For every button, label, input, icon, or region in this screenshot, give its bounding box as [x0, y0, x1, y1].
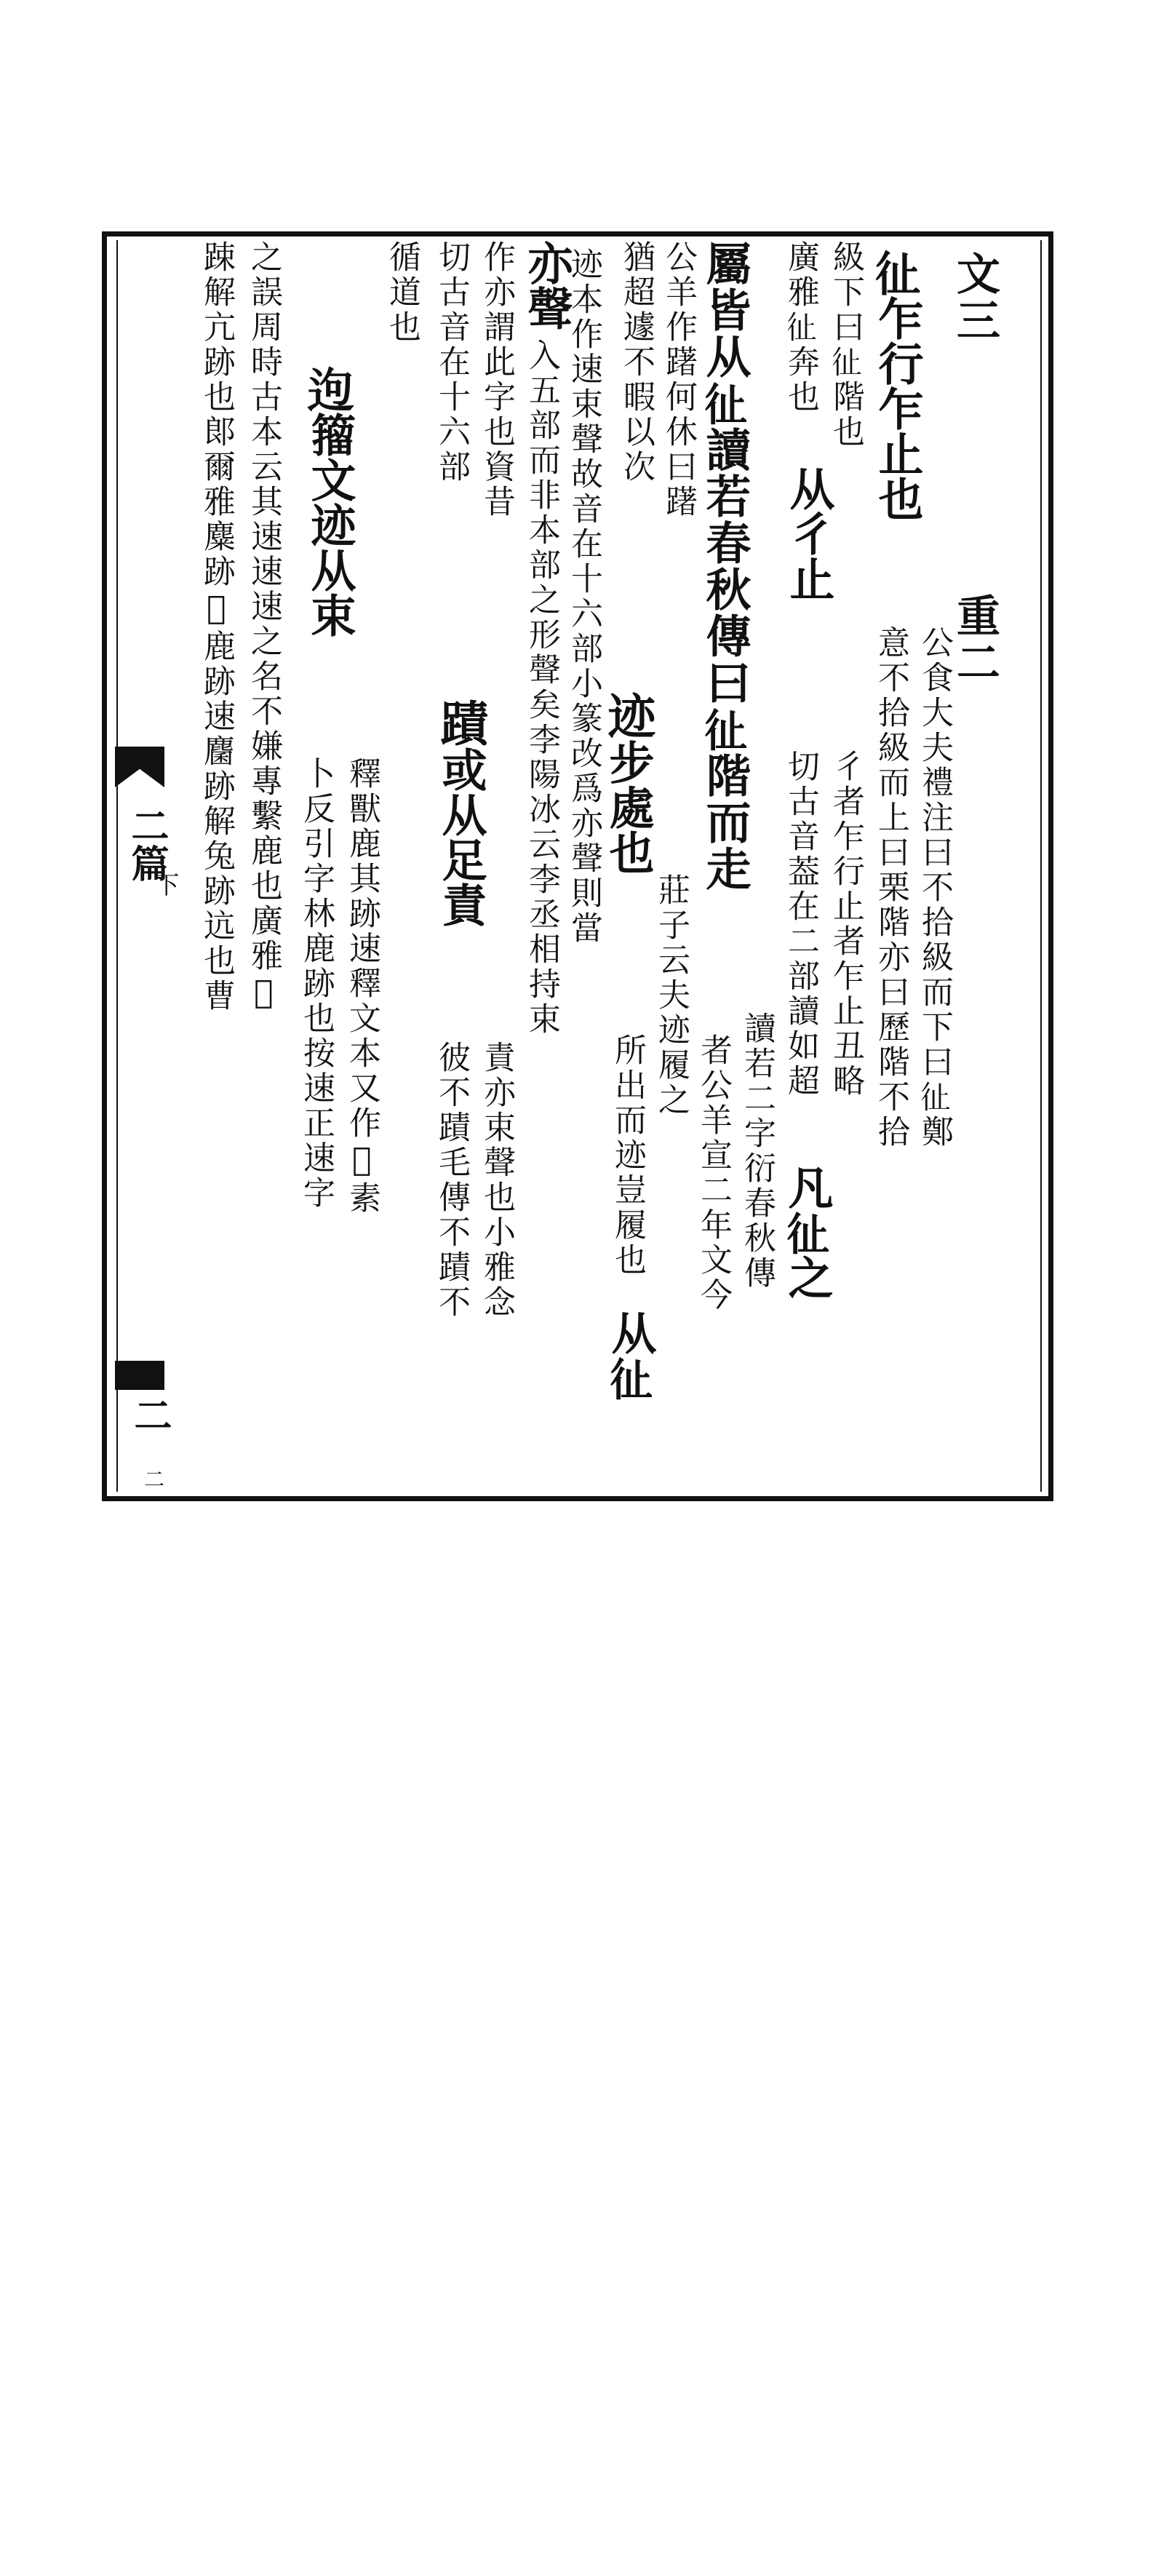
- center-gutter: [109, 231, 179, 1501]
- annotation: 彼不蹟毛傳不蹟不: [433, 1041, 470, 1320]
- fish-tail-mark-bottom: [115, 1361, 164, 1390]
- annotation: 廣雅𢓊奔也: [782, 240, 819, 415]
- column-10b: [523, 338, 560, 1605]
- annotation: 切古音在十六部: [433, 240, 470, 485]
- entry-radical: 从彳止: [782, 466, 835, 601]
- annotation: 莊子云夫迹履之: [653, 873, 690, 1118]
- seal-char: 蹟: [432, 699, 489, 747]
- column-14: [298, 757, 335, 2023]
- annotation: 卜反引字林鹿跡也按速正速字: [298, 757, 335, 1211]
- column-13c: [343, 757, 380, 2023]
- annotation: 之誤周時古本云其速速速之名不嫌專繫鹿也廣雅𨙈: [245, 240, 282, 1014]
- entry-definition: 籀文迹从束: [303, 412, 356, 637]
- annotation: 者公羊宣二年文今: [695, 1033, 732, 1313]
- annotation: 猶超遽不暇以次: [618, 240, 655, 485]
- entry-definition: 或从足責: [434, 747, 487, 927]
- column-3: [872, 626, 909, 1892]
- annotation: 循道也: [383, 240, 420, 345]
- annotation: 釋獸鹿其跡速釋文本又作𨙈素: [343, 757, 380, 1216]
- annotation: 意不拾級而上曰栗階亦曰歷階不拾: [872, 626, 909, 1150]
- annotation: 彳者乍行止者乍止丑略: [827, 750, 864, 1099]
- annotation: 讀若二字衍春秋傳: [738, 1011, 776, 1291]
- seal-char: 迹: [599, 691, 656, 739]
- gutter-subtitle: 下: [150, 872, 179, 897]
- entry-definition: 乍行乍止也: [871, 295, 924, 521]
- column-6-note: [738, 1011, 776, 2278]
- seal-char: 𢓊: [869, 247, 925, 295]
- fish-tail-mark: [115, 747, 164, 787]
- annotation: 切古音葢在二部讀如超: [782, 750, 819, 1099]
- annotation: 入五部而非本部之形聲矣李陽冰云李丞相持束: [523, 338, 560, 1037]
- annotation: 所出而迹豈履也: [609, 1033, 646, 1278]
- column-11c: [478, 1041, 515, 2307]
- header-title: 文三: [949, 251, 1000, 344]
- annotation: 公食大夫禮注曰不拾級而下曰𢓊鄭: [916, 626, 953, 1150]
- entry-definition: 步處也: [602, 739, 655, 875]
- column-7b: [695, 1033, 732, 2299]
- column-16: [198, 240, 235, 1506]
- seal-char: 𨒡: [301, 364, 358, 412]
- annotation: 迹本作速束聲故音在十六部小篆改爲亦聲則當: [565, 247, 602, 946]
- entry-text: 从𢓊: [604, 1310, 657, 1400]
- header-count: 重二: [949, 593, 1000, 686]
- annotation: 踈解亢跡也郞爾雅麋跡𨙈鹿跡速麕跡解兔跡迒也曹: [198, 240, 235, 1014]
- gutter-title: 二篇: [124, 806, 169, 882]
- column-15: [245, 240, 282, 1506]
- gutter-page-number: 二: [127, 1396, 172, 1434]
- column-5c: [781, 1164, 834, 2430]
- entry-text: 凡𢓊之: [781, 1164, 834, 1300]
- annotation: 公羊作躇何休曰躇: [660, 240, 697, 520]
- column-12b: [433, 1041, 470, 2307]
- column-9: [565, 247, 602, 1514]
- column-header-extra: [949, 593, 1000, 1859]
- column-4c: [827, 750, 864, 2016]
- entry-text: 亦聲: [520, 240, 573, 330]
- entry-text: 屬皆从𢓊讀若春秋傳曰𢓊階而走: [698, 240, 752, 892]
- gutter-sheet-number: 二: [141, 1468, 165, 1489]
- annotation: 級下曰𢓊階也: [827, 240, 864, 450]
- column-8c: [653, 873, 690, 2139]
- column-13a: [383, 240, 420, 1506]
- column-2-note: [916, 626, 953, 1892]
- frame-right-rule: [1051, 233, 1053, 1499]
- column-9c: [604, 1310, 657, 2576]
- annotation: 作亦謂此字也資昔: [478, 240, 515, 520]
- annotation: 責亦束聲也小雅念: [478, 1041, 515, 1320]
